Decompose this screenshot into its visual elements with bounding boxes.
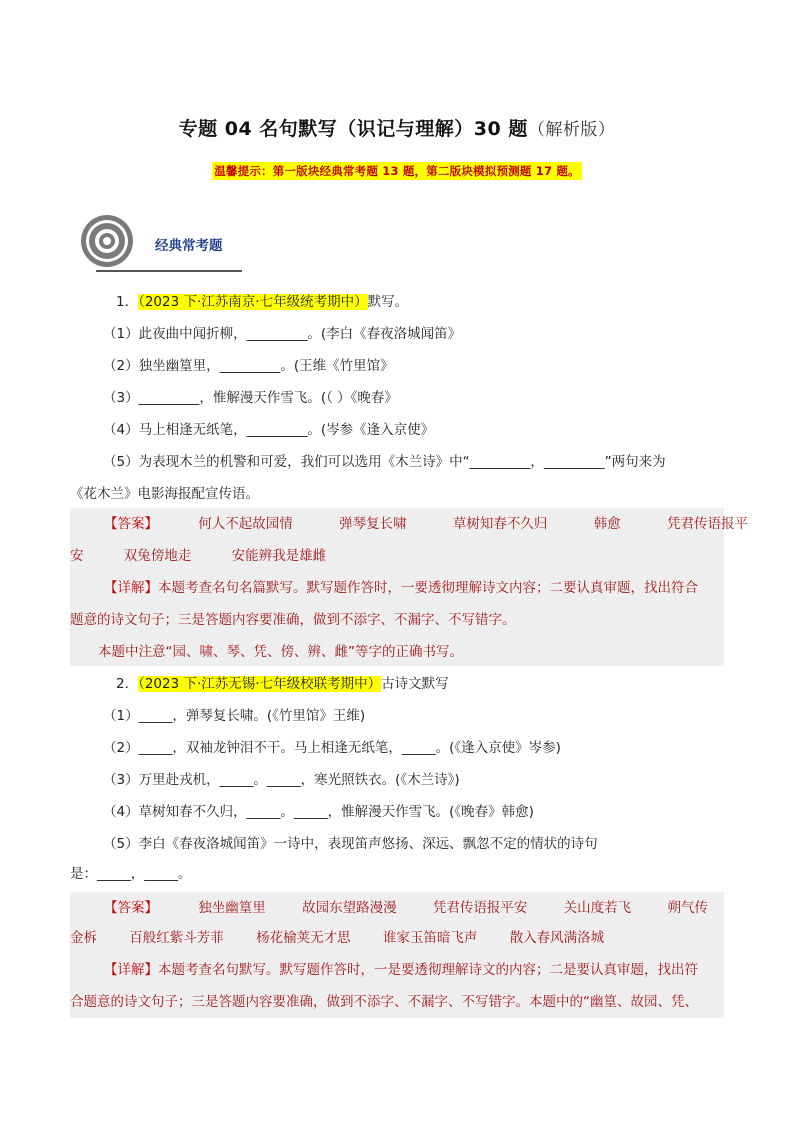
q2-answer: 关山度若飞 — [563, 900, 632, 916]
q1-header — [70, 292, 730, 312]
q2-answer-label: 【答案】 — [104, 900, 158, 916]
q1-item-2: （2）独坐幽篁里，_________。(王维《竹里馆》 — [103, 358, 394, 374]
q1-item-1: （1）此夜曲中闻折柳，_________。(李白《春夜洛城闻笛》 — [103, 326, 462, 342]
section-title: 经典常考题 — [155, 238, 223, 254]
q2-item-1: （1）_____，弹琴复长啸。(《竹里馆》王维) — [103, 708, 366, 724]
q2-answer-line-2 — [70, 928, 730, 948]
q2-source: （2023 下·江苏无锡·七年级校联考期中） — [138, 676, 382, 692]
q1-detail-line-2: 题意的诗文句子；三是答题内容要准确，做到不添字、不漏字、不写错字。 — [70, 612, 516, 628]
q2-detail-line-1 — [70, 960, 730, 980]
q1-answer: 弹琴复长啸 — [339, 516, 407, 532]
q2-answer: 金柝 — [70, 930, 97, 946]
q2-item-5-cont: 是：_____，_____。 — [70, 866, 192, 882]
q2-item-2: （2）_____，双袖龙钟泪不干。马上相逢无纸笔，_____。(《逢入京使》岑参) — [103, 740, 561, 756]
q1-answer: 安能辨我是雄雌 — [231, 548, 327, 564]
q1-item-3: （3）_________，惟解漫天作雪飞。(（ ）《晚春》 — [103, 390, 398, 406]
q1-answer-label: 【答案】 — [104, 516, 158, 532]
q2-answer: 杨花榆荚无才思 — [256, 930, 351, 946]
q2-header — [70, 674, 730, 694]
tip-wrap — [0, 160, 794, 180]
q1-detail-text: 本题考查名句名篇默写。默写题作答时，一要透彻理解诗文内容；二要认真审题，找出符合 — [158, 580, 698, 596]
q1-detail-label: 【详解】 — [104, 580, 158, 596]
target-icon — [80, 214, 134, 268]
q2-answer: 朔气传 — [667, 900, 708, 916]
q1-source: （2023 下·江苏南京·七年级统考期中） — [138, 294, 368, 310]
q1-number: 1． — [116, 294, 139, 310]
q1-answer-line-2 — [70, 546, 730, 566]
q1-item-4: （4）马上相逢无纸笔，_________。(岑参《逢入京使》 — [103, 422, 435, 438]
q1-detail-line-3: 本题中注意“园、啸、琴、凭、傍、辨、雌”等字的正确书写。 — [98, 644, 463, 660]
section-underline — [96, 270, 242, 272]
q1-item-5-cont: 《花木兰》电影海报配宣传语。 — [70, 486, 259, 502]
tip-banner: 温馨提示：第一版块经典常考题 13 题，第二版块模拟预测题 17 题。 — [214, 164, 580, 178]
q1-answer: 凭君传语报平 — [666, 516, 748, 532]
page-title — [0, 114, 794, 141]
q2-answer: 散入春风满洛城 — [509, 930, 605, 946]
q2-answer: 故园东望路漫漫 — [302, 900, 397, 916]
q2-detail-text: 本题考查名句默写。默写题作答时，一是要透彻理解诗文的内容；二是要认真审题，找出符 — [158, 962, 698, 978]
q1-detail-line-1 — [70, 578, 730, 598]
title-sub: （解析版） — [527, 120, 616, 140]
q2-answer: 百般红紫斗芳菲 — [129, 930, 224, 946]
q1-answer: 双兔傍地走 — [123, 548, 192, 564]
q2-answer: 独坐幽篁里 — [198, 900, 266, 916]
q1-answer: 何人不起故园情 — [198, 516, 293, 532]
q2-number: 2． — [116, 676, 139, 692]
q1-answer: 安 — [70, 548, 84, 564]
q2-answer: 谁家玉笛暗飞声 — [382, 930, 478, 946]
q1-answer: 草树知春不久归 — [452, 516, 548, 532]
q2-item-5: （5）李白《春夜洛城闻笛》一诗中，表现笛声悠扬、深远、飘忽不定的情状的诗句 — [103, 836, 598, 852]
q2-detail-line-2: 合题意的诗文句子；三是答题内容要准确，做到不添字、不漏字、不写错字。本题中的“幽篁、故园、凭、 — [70, 994, 698, 1010]
q1-answer: 韩愈 — [593, 516, 621, 532]
q2-detail-label: 【详解】 — [104, 962, 158, 978]
q2-answer-line-1 — [70, 898, 730, 918]
q1-answer-line-1 — [70, 514, 748, 534]
q2-item-4: （4）草树知春不久归，_____。_____，惟解漫天作雪飞。(《晚春》韩愈) — [103, 804, 534, 820]
q2-answer: 凭君传语报平安 — [432, 900, 528, 916]
q2-stem: 古诗文默写 — [381, 676, 449, 692]
title-main: 专题 04 名句默写（识记与理解）30 题 — [178, 118, 528, 140]
q1-item-5: （5）为表现木兰的机警和可爱，我们可以选用《木兰诗》中“_________，_________”两句来为 — [103, 454, 666, 470]
q1-stem: 默写。 — [367, 294, 409, 310]
q2-item-3: （3）万里赴戎机，_____。_____，寒光照铁衣。(《木兰诗》) — [103, 772, 460, 788]
